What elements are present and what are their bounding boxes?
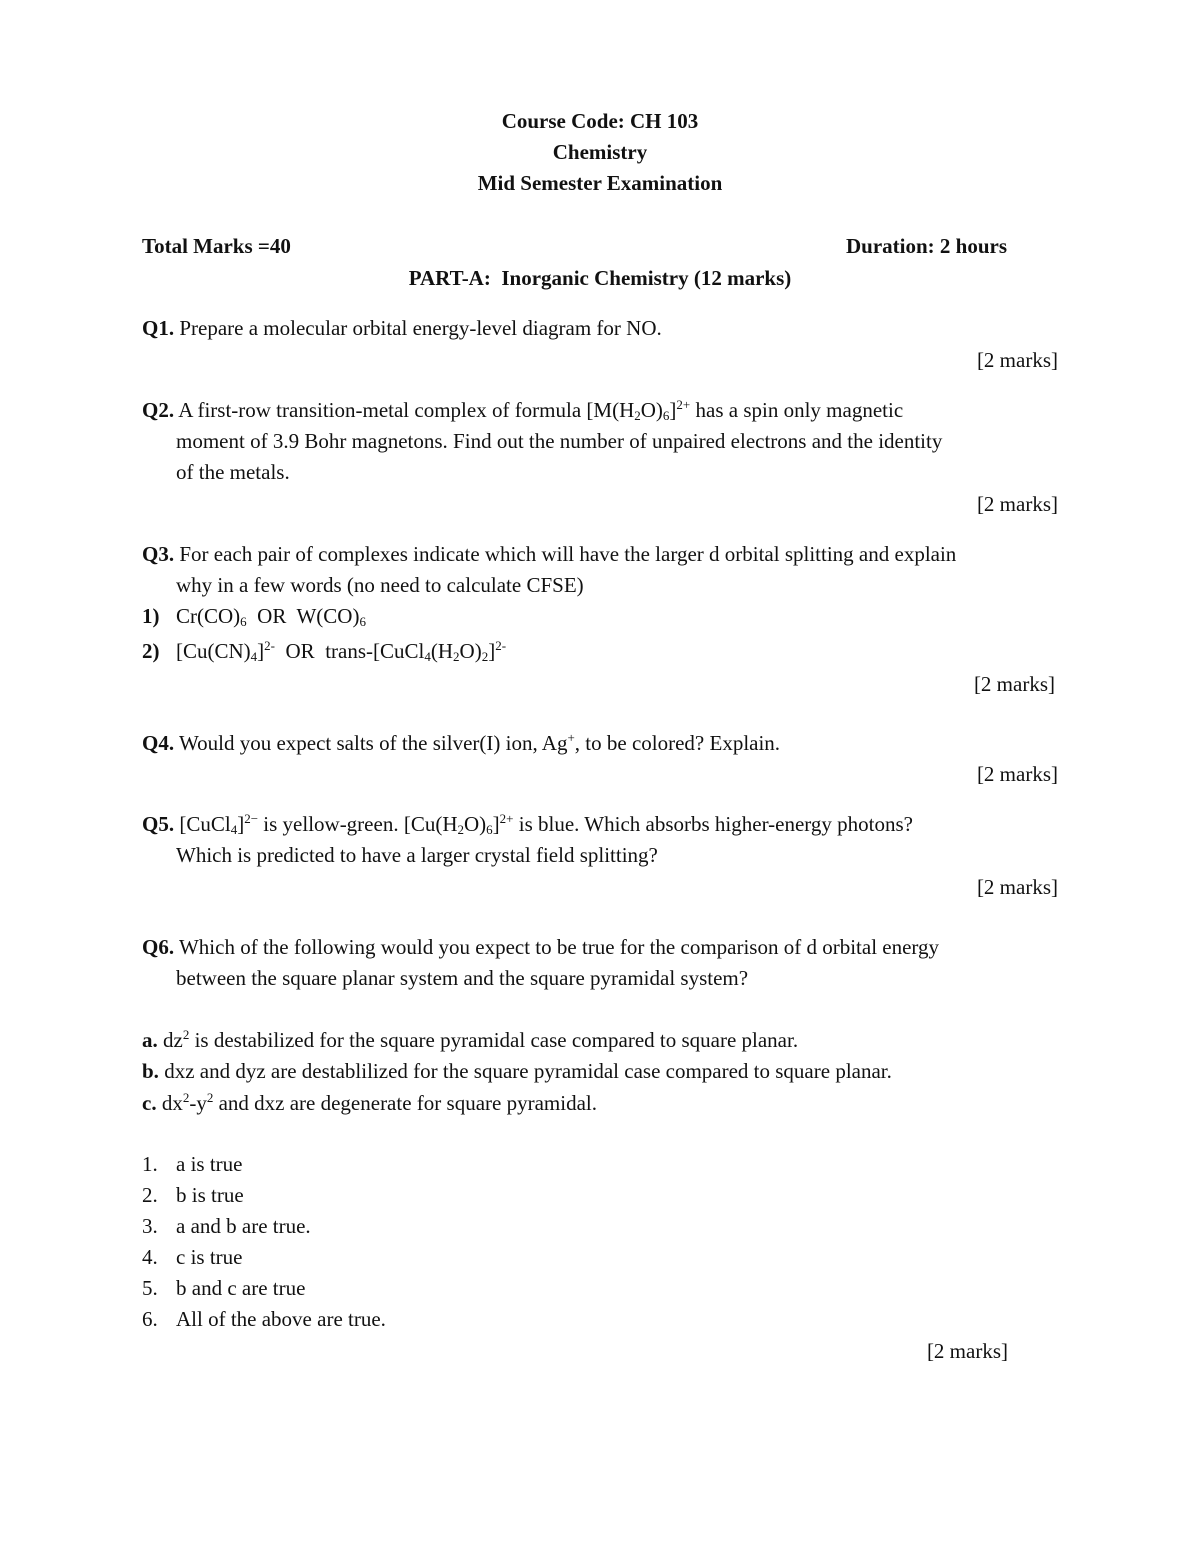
part-heading: PART-A: Inorganic Chemistry (12 marks): [408, 266, 792, 290]
item-number: 1): [142, 604, 160, 628]
subject-title: Chemistry: [552, 140, 648, 164]
choice-number: 3.: [142, 1214, 158, 1238]
subscript: 6: [662, 408, 670, 423]
option-text: -y: [189, 1091, 207, 1115]
option-text: dz: [157, 1028, 183, 1052]
formula: O): [463, 812, 487, 836]
option-b: [142, 1058, 892, 1084]
superscript: +: [567, 730, 575, 745]
question-1: [142, 315, 662, 341]
question-text: Which of the following would you expect to be true for the comparison of d orbital energy: [178, 935, 940, 959]
option-a: [142, 1027, 798, 1053]
option-text: dxz and dyz are destablilized for the square pyramidal case compared to square planar.: [158, 1059, 892, 1083]
formula: ]: [257, 639, 265, 663]
subscript: 2: [634, 408, 641, 423]
superscript: 2+: [499, 811, 514, 826]
item-number: 2): [142, 639, 160, 663]
choice-5: [142, 1275, 305, 1301]
option-text: and dxz are degenerate for square pyramidal.: [213, 1091, 597, 1115]
subscript: 4: [250, 649, 258, 664]
question-3: [142, 541, 956, 567]
option-text: is destabilized for the square pyramidal case compared to square planar.: [189, 1028, 799, 1052]
subscript: 6: [240, 614, 247, 629]
subscript: 2: [481, 649, 489, 664]
choice-2: [142, 1182, 244, 1208]
or-text: OR: [275, 639, 326, 663]
question-text: For each pair of complexes indicate which will have the larger d orbital splitting and explain: [179, 542, 957, 566]
choice-number: 6.: [142, 1307, 158, 1331]
question-label: Q1.: [142, 316, 175, 340]
option-label: a.: [142, 1028, 158, 1052]
choice-number: 4.: [142, 1245, 158, 1269]
choice-6: [142, 1306, 386, 1332]
question-text: is blue. Which absorbs higher-energy photons?: [513, 812, 913, 836]
question-6: [142, 934, 939, 960]
formula: ]: [492, 812, 500, 836]
formula: [CuCl: [179, 812, 231, 836]
superscript: 2−: [244, 811, 259, 826]
formula: Cr(CO): [176, 604, 241, 628]
option-c: [142, 1090, 597, 1116]
formula: ]: [488, 639, 496, 663]
question-5-line-2: Which is predicted to have a larger crystal field splitting?: [176, 843, 658, 867]
choice-1: [142, 1151, 242, 1177]
question-label: Q2.: [142, 398, 175, 422]
marks-q4: [2 marks]: [976, 762, 1058, 786]
question-text: , to be colored? Explain.: [574, 731, 781, 755]
subscript: 2: [457, 822, 464, 837]
formula: W(CO): [296, 604, 360, 628]
question-label: Q4.: [142, 731, 175, 755]
marks-q1: [2 marks]: [976, 348, 1058, 372]
superscript: 2: [206, 1090, 214, 1105]
choice-4: [142, 1244, 242, 1270]
subscript: 6: [359, 614, 366, 629]
or-text: OR: [246, 604, 297, 628]
subscript: 4: [424, 649, 431, 664]
superscript: 2-: [495, 638, 507, 653]
choice-number: 5.: [142, 1276, 158, 1300]
question-text: is yellow-green. [Cu(H: [258, 812, 458, 836]
superscript: 2: [182, 1090, 190, 1105]
choice-text: b is true: [176, 1183, 244, 1207]
question-text: ]: [669, 398, 677, 422]
choice-text: a is true: [176, 1152, 243, 1176]
formula: [Cu(CN): [176, 639, 251, 663]
choice-text: c is true: [176, 1245, 243, 1269]
formula: (H: [430, 639, 454, 663]
exam-title: Mid Semester Examination: [477, 171, 723, 195]
formula: ]: [237, 812, 245, 836]
marks-q3: [2 marks]: [973, 672, 1055, 696]
subscript: 4: [230, 822, 238, 837]
question-3-line-2: why in a few words (no need to calculate CFSE): [176, 573, 584, 597]
superscript: 2: [182, 1027, 190, 1042]
option-text: dx: [156, 1091, 183, 1115]
question-2: [142, 397, 903, 423]
question-3-item-2: [142, 638, 506, 664]
choice-number: 2.: [142, 1183, 158, 1207]
marks-q2: [2 marks]: [976, 492, 1058, 516]
choice-text: b and c are true: [176, 1276, 306, 1300]
subscript: 2: [453, 649, 460, 664]
total-marks: Total Marks =40: [142, 234, 291, 258]
choice-text: a and b are true.: [176, 1214, 311, 1238]
question-text: O): [640, 398, 663, 422]
choice-text: All of the above are true.: [176, 1307, 386, 1331]
question-3-item-1: [142, 603, 366, 629]
choice-3: [142, 1213, 311, 1239]
question-text: Prepare a molecular orbital energy-level diagram for NO.: [179, 316, 662, 340]
formula: trans-[CuCl: [325, 639, 425, 663]
question-text: Would you expect salts of the silver(I) ion, Ag: [178, 731, 568, 755]
option-label: b.: [142, 1059, 159, 1083]
superscript: 2-: [264, 638, 276, 653]
course-code: Course Code: CH 103: [501, 109, 699, 133]
question-label: Q3.: [142, 542, 175, 566]
question-4: [142, 730, 780, 756]
question-label: Q5.: [142, 812, 175, 836]
marks-q6: [2 marks]: [926, 1339, 1008, 1363]
question-2-line-2: moment of 3.9 Bohr magnetons. Find out the number of unpaired electrons and the identity: [176, 429, 943, 453]
formula: O): [459, 639, 482, 663]
question-text: has a spin only magnetic: [690, 398, 904, 422]
question-6-line-2: between the square planar system and the square pyramidal system?: [176, 966, 749, 990]
option-label: c.: [142, 1091, 157, 1115]
question-2-line-3: of the metals.: [176, 460, 290, 484]
question-5: [142, 811, 913, 837]
subscript: 6: [486, 822, 493, 837]
question-text: A first-row transition-metal complex of formula [M(H: [178, 398, 635, 422]
superscript: 2+: [676, 397, 691, 412]
marks-q5: [2 marks]: [976, 875, 1058, 899]
question-label: Q6.: [142, 935, 175, 959]
duration: Duration: 2 hours: [846, 234, 1008, 258]
choice-number: 1.: [142, 1152, 158, 1176]
